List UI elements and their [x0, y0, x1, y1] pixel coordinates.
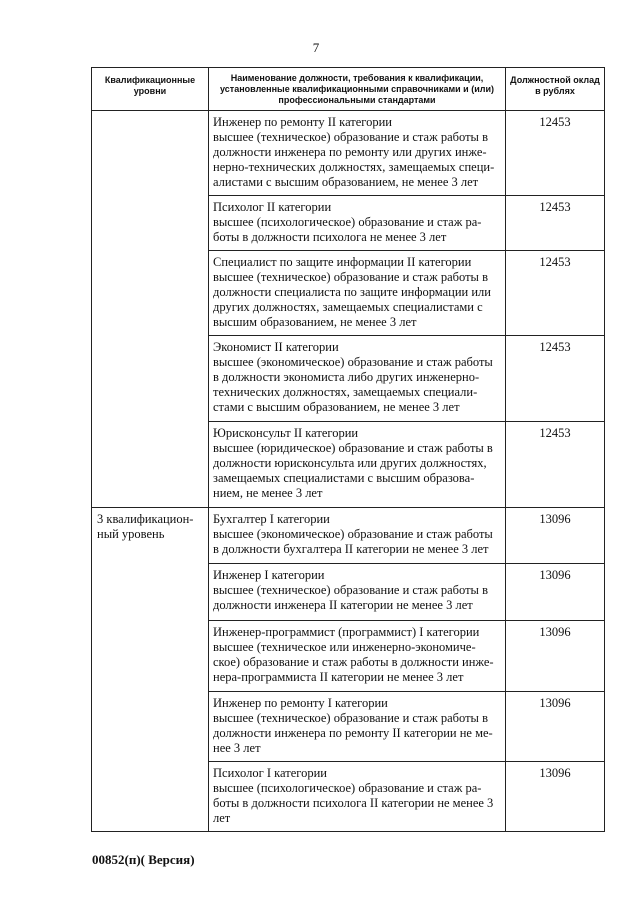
salary-cell: 13096 [506, 621, 605, 692]
position-cell [209, 336, 506, 422]
position-requirements: высшее (психологическое) образование и стаж ра-боты в должности психолога не менее 3 лет [213, 215, 482, 244]
salary-cell: 12453 [506, 336, 605, 422]
position-requirements: высшее (техническое или инженерно-экономиче-ское) образование и стаж работы в должности инже-нера-программиста II категории не менее 3 лет [213, 640, 494, 684]
salary-cell: 13096 [506, 762, 605, 832]
position-title: Психолог II категории [213, 200, 332, 214]
position-requirements: высшее (техническое) образование и стаж работы в должности инженера по ремонту или других инже-нерно-технических должностях, замещаемых специ-алистами с высшим образованием, не менее 3 лет [213, 130, 495, 189]
position-cell [209, 196, 506, 251]
position-title: Инженер по ремонту II категории [213, 115, 392, 129]
position-title: Бухгалтер I категории [213, 512, 330, 526]
position-requirements: высшее (экономическое) образование и стаж работы в должности экономиста либо других инженерно-технических должностях, замещаемых специали-стами с высшим образованием, не менее 3 лет [213, 355, 493, 414]
document-code: 00852(п)( Версия) [92, 852, 195, 867]
position-title: Экономист II категории [213, 340, 339, 354]
page-number: 7 [312, 40, 320, 55]
position-cell [209, 508, 506, 564]
position-requirements: высшее (экономическое) образование и стаж работы в должности бухгалтера II категории не менее 3 лет [213, 527, 493, 556]
salary-cell: 13096 [506, 508, 605, 564]
table-row [92, 508, 605, 564]
position-title: Инженер-программист (программист) I категории [213, 625, 480, 639]
position-requirements: высшее (техническое) образование и стаж работы в должности инженера по ремонту II категории не ме-нее 3 лет [213, 711, 493, 755]
header-level: Квалификационные уровни [92, 68, 209, 111]
position-title: Инженер по ремонту I категории [213, 696, 388, 710]
salary-cell: 12453 [506, 111, 605, 196]
position-title: Психолог I категории [213, 766, 327, 780]
level-cell [92, 111, 209, 508]
position-requirements: высшее (техническое) образование и стаж работы в должности инженера II категории не менее 3 лет [213, 583, 488, 612]
position-cell [209, 111, 506, 196]
position-cell [209, 251, 506, 336]
table-row [92, 111, 605, 196]
position-requirements: высшее (психологическое) образование и стаж ра-боты в должности психолога II категории не менее 3 лет [213, 781, 494, 825]
salary-cell: 13096 [506, 564, 605, 621]
level-cell: 3 квалификацион-ный уровень [92, 508, 209, 832]
header-position: Наименование должности, требования к квалификации, установленные квалификационными справочниками и (или) профессиональными стандартами [209, 68, 506, 111]
qualification-table [91, 67, 605, 832]
position-requirements: высшее (юридическое) образование и стаж работы в должности юрисконсульта или других должностях, замещаемых специалистами с высшим образова-нием, не менее 3 лет [213, 441, 493, 500]
position-cell [209, 564, 506, 621]
salary-cell: 12453 [506, 422, 605, 508]
position-title: Юрисконсульт II категории [213, 426, 359, 440]
salary-cell: 12453 [506, 196, 605, 251]
salary-cell: 12453 [506, 251, 605, 336]
position-title: Инженер I категории [213, 568, 325, 582]
position-cell [209, 692, 506, 762]
position-cell [209, 762, 506, 832]
table-header-row [92, 68, 605, 111]
position-cell [209, 422, 506, 508]
position-requirements: высшее (техническое) образование и стаж работы в должности специалиста по защите информации или других должностях, замещаемых специалистами с высшим образованием, не менее 3 лет [213, 270, 491, 329]
salary-cell: 13096 [506, 692, 605, 762]
position-title: Специалист по защите информации II категории [213, 255, 472, 269]
position-cell [209, 621, 506, 692]
header-salary: Должностной оклад в рублях [506, 68, 605, 111]
